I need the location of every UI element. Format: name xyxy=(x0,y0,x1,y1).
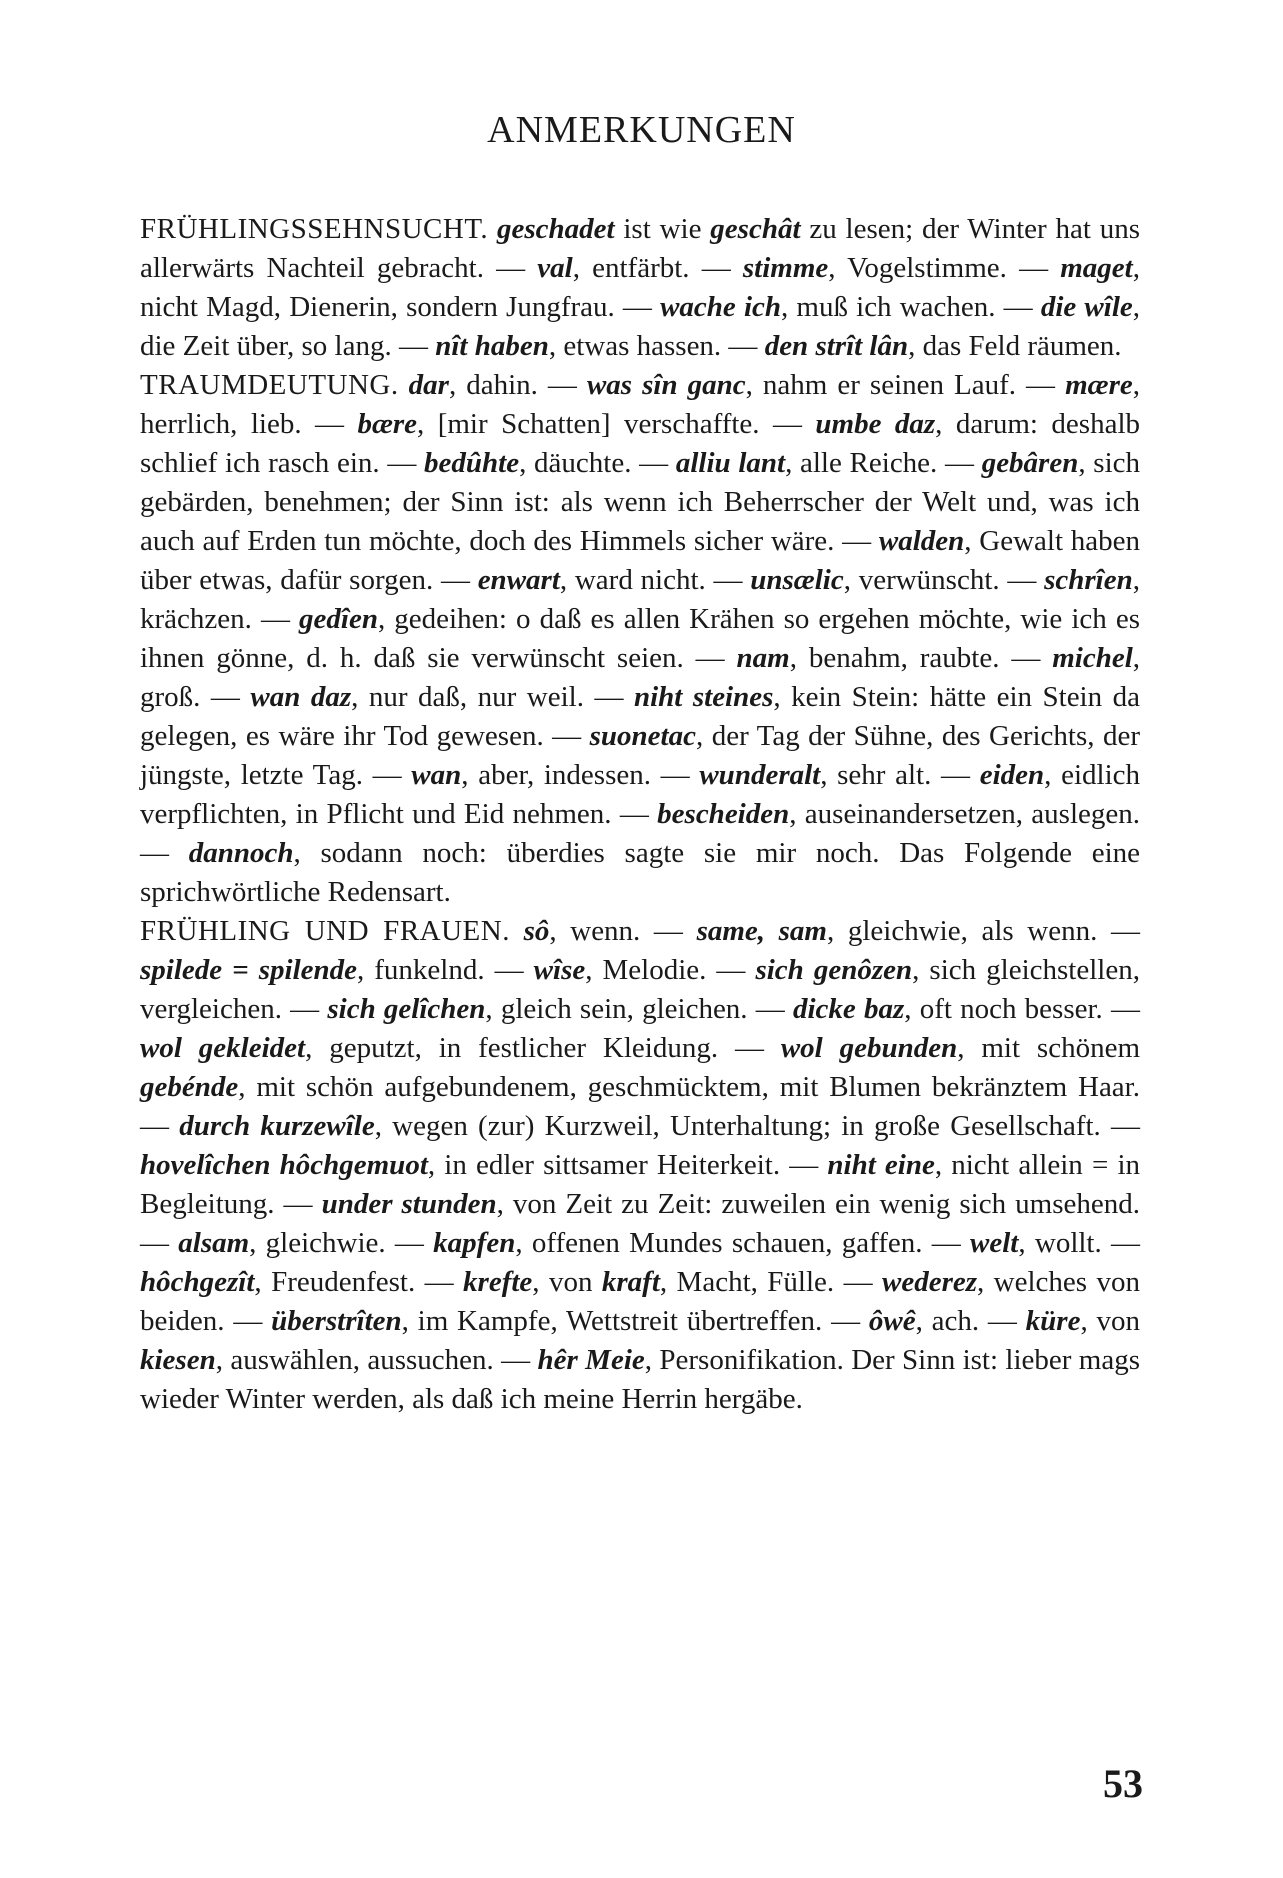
gloss-text: , gleichwie, als wenn. — xyxy=(827,915,1140,947)
gloss-text: , gedeihen: o daß es allen Krähen so ergehen möchte, wie ich es ihnen gönne, d. h. daß sie verwünscht seien. — xyxy=(140,603,1140,674)
gloss-text: , alle Reiche. — xyxy=(785,447,982,479)
glossed-term: enwart xyxy=(477,564,560,596)
glossed-term: schrîen xyxy=(1044,564,1133,596)
gloss-text: , nicht Magd, Dienerin, sondern Jungfrau. — xyxy=(140,252,1140,323)
gloss-text: , offenen Mundes schauen, gaffen. — xyxy=(515,1227,971,1259)
gloss-text: , aber, indessen. — xyxy=(461,759,700,791)
entry-fruehling-und-frauen xyxy=(140,912,1140,1419)
glossed-term: alsam xyxy=(178,1227,250,1259)
gloss-text: , gleich sein, gleichen. — xyxy=(485,993,793,1025)
glossed-term: wan daz xyxy=(250,681,352,713)
glossed-term: kapfen xyxy=(433,1227,516,1259)
glossed-term: wîse xyxy=(533,954,586,986)
glossed-term: michel xyxy=(1052,642,1133,674)
glossed-term: sich genôzen xyxy=(755,954,913,986)
gloss-text: , Vogelstimme. — xyxy=(828,252,1061,284)
glossed-term: maget xyxy=(1060,252,1133,284)
entry-text xyxy=(140,915,1140,1415)
gloss-text: , eidlich verpflichten, in Pflicht und Eid nehmen. — xyxy=(140,759,1140,830)
glossed-term: geschadet xyxy=(496,213,615,245)
glossed-term: ôwê xyxy=(868,1305,916,1337)
gloss-text: , dahin. — xyxy=(448,369,587,401)
gloss-text: , wegen (zur) Kurzweil, Unterhaltung; in große Gesellschaft. — xyxy=(374,1110,1140,1142)
gloss-text: , der Tag der Sühne, des Gerichts, der jüngste, letzte Tag. — xyxy=(140,720,1140,791)
gloss-text: , nicht allein = in Begleitung. — xyxy=(140,1149,1140,1220)
page-number: 53 xyxy=(1103,1761,1143,1806)
gloss-text: , von xyxy=(1080,1305,1140,1337)
gloss-text: , etwas hassen. — xyxy=(548,330,765,362)
page-title: ANMERKUNGEN xyxy=(487,109,796,151)
gloss-text: , wollt. — xyxy=(1018,1227,1140,1259)
glossed-term: dar xyxy=(408,369,449,401)
entry-title: FRÜHLINGSSEHNSUCHT. xyxy=(140,213,489,245)
gloss-text: , oft noch besser. — xyxy=(904,993,1140,1025)
glossed-term: wan xyxy=(411,759,462,791)
gloss-text: , däuchte. — xyxy=(519,447,676,479)
gloss-text: , im Kampfe, Wettstreit übertreffen. — xyxy=(401,1305,869,1337)
gloss-text: , sodann noch: überdies sagte sie mir noch. Das Folgende eine sprichwörtliche Redensart. xyxy=(140,837,1141,908)
glossed-term: küre xyxy=(1025,1305,1081,1337)
gloss-text: , nur daß, nur weil. — xyxy=(351,681,634,713)
glossed-term: walden xyxy=(878,525,965,557)
glossed-term: suonetac xyxy=(589,720,696,752)
gloss-text: , ward nicht. — xyxy=(559,564,751,596)
glossed-term: niht steines xyxy=(633,681,774,713)
glossed-term: gedîen xyxy=(299,603,378,635)
glossed-term: hovelîchen hôchgemuot xyxy=(140,1149,428,1181)
glossed-term: kraft xyxy=(601,1266,660,1298)
glossed-term: dicke baz xyxy=(792,993,905,1025)
glossed-term: was sîn ganc xyxy=(586,369,746,401)
glossed-term: stimme xyxy=(742,252,829,284)
glossed-term: wol gebunden xyxy=(780,1032,958,1064)
glossed-term: val xyxy=(537,252,573,284)
entry-fruehlingssehnsucht xyxy=(140,210,1140,366)
glossed-term: mære xyxy=(1065,369,1133,401)
gloss-text: , die Zeit über, so lang. — xyxy=(140,291,1141,362)
glossed-term: kiesen xyxy=(140,1344,216,1376)
gloss-text: , Macht, Fülle. — xyxy=(659,1266,882,1298)
gloss-text: , mit schönem xyxy=(957,1032,1141,1064)
glossed-term: wunderalt xyxy=(699,759,821,791)
gloss-text: , gleichwie. — xyxy=(249,1227,434,1259)
glossed-term: umbe daz xyxy=(815,408,936,440)
gloss-text: , entfärbt. — xyxy=(572,252,743,284)
glossed-term: sô xyxy=(523,915,550,947)
gloss-text: , ach. — xyxy=(915,1305,1026,1337)
gloss-text: , auswählen, aussuchen. — xyxy=(215,1344,538,1376)
annotations-body xyxy=(140,210,1140,1419)
gloss-text: , sich gebärden, benehmen; der Sinn ist: als wenn ich Beherrscher der Welt und, was ich auch auf Erden tun möchte, doch des Himmels sicher wäre. — xyxy=(140,447,1141,557)
gloss-text: , muß ich wachen. — xyxy=(781,291,1041,323)
glossed-term: dannoch xyxy=(188,837,294,869)
gloss-text: , nahm er seinen Lauf. — xyxy=(745,369,1066,401)
glossed-term: niht eine xyxy=(827,1149,935,1181)
gloss-text: , Freudenfest. — xyxy=(254,1266,464,1298)
glossed-term: die wîle xyxy=(1040,291,1133,323)
glossed-term: nît haben xyxy=(435,330,549,362)
entry-traumdeutung xyxy=(140,366,1140,912)
gloss-text: ist wie xyxy=(614,213,711,245)
glossed-term: bescheiden xyxy=(657,798,790,830)
gloss-text: , Melodie. — xyxy=(585,954,756,986)
glossed-term: eiden xyxy=(979,759,1045,791)
glossed-term: krefte xyxy=(463,1266,533,1298)
gloss-text: , das Feld räumen. xyxy=(908,330,1122,362)
glossed-term: sich gelîchen xyxy=(327,993,486,1025)
glossed-term: hôchgezît xyxy=(140,1266,255,1298)
glossed-term: überstrîten xyxy=(271,1305,402,1337)
gloss-text: , funkelnd. — xyxy=(357,954,534,986)
gloss-text: , von Zeit zu Zeit: zuweilen ein wenig sich umsehend. — xyxy=(140,1188,1140,1259)
gloss-text: , in edler sittsamer Heiterkeit. — xyxy=(427,1149,828,1181)
glossed-term: durch kurzewîle xyxy=(179,1110,375,1142)
gloss-text: , benahm, raubte. — xyxy=(789,642,1053,674)
glossed-term: wol gekleidet xyxy=(140,1032,306,1064)
glossed-term: welt xyxy=(970,1227,1019,1259)
glossed-term: bedûhte xyxy=(424,447,520,479)
gloss-text: , darum: deshalb schlief ich rasch ein. — xyxy=(140,408,1140,479)
glossed-term: hêr Meie xyxy=(537,1344,645,1376)
entry-title: TRAUMDEUTUNG. xyxy=(140,369,399,401)
gloss-text: , sehr alt. — xyxy=(820,759,980,791)
gloss-text: , Gewalt haben über etwas, dafür sorgen. — xyxy=(140,525,1140,596)
glossed-term: under stunden xyxy=(321,1188,497,1220)
gloss-text: , geputzt, in festlicher Kleidung. — xyxy=(305,1032,781,1064)
glossed-term: gebénde xyxy=(140,1071,239,1103)
glossed-term: gebâren xyxy=(981,447,1079,479)
gloss-text: , verwünscht. — xyxy=(843,564,1045,596)
glossed-term: nam xyxy=(736,642,790,674)
gloss-text: zu lesen; der Winter hat uns allerwärts Nachteil gebracht. — xyxy=(140,213,1141,284)
glossed-term: alliu lant xyxy=(675,447,786,479)
glossed-term: unsælic xyxy=(750,564,844,596)
gloss-text: , kein Stein: hätte ein Stein da gelegen, es wäre ihr Tod gewesen. — xyxy=(140,681,1140,752)
gloss-text: , Personifikation. Der Sinn ist: lieber mags wieder Winter werden, als daß ich meine Herrin hergäbe. xyxy=(140,1344,1140,1415)
glossed-term: spilede = spilende xyxy=(140,954,357,986)
gloss-text: , von xyxy=(532,1266,602,1298)
entry-title: FRÜHLING UND FRAUEN. xyxy=(140,915,510,947)
glossed-term: geschât xyxy=(710,213,801,245)
gloss-text: , sich gleichstellen, vergleichen. — xyxy=(140,954,1140,1025)
gloss-text: , wenn. — xyxy=(549,915,697,947)
glossed-term: wache ich xyxy=(660,291,782,323)
entry-text xyxy=(140,369,1140,908)
glossed-term: wederez xyxy=(881,1266,978,1298)
gloss-text: , groß. — xyxy=(140,642,1140,713)
glossed-term: same, sam xyxy=(696,915,827,947)
gloss-text: , herrlich, lieb. — xyxy=(140,369,1140,440)
gloss-text: , auseinandersetzen, auslegen. — xyxy=(140,798,1140,869)
glossed-term: den strît lân xyxy=(764,330,909,362)
gloss-text: , mit schön aufgebundenem, geschmücktem, mit Blumen bekränztem Haar. — xyxy=(140,1071,1140,1142)
glossed-term: bære xyxy=(357,408,418,440)
gloss-text: , krächzen. — xyxy=(140,564,1140,635)
gloss-text: , welches von beiden. — xyxy=(140,1266,1140,1337)
gloss-text: , [mir Schatten] verschaffte. — xyxy=(417,408,816,440)
